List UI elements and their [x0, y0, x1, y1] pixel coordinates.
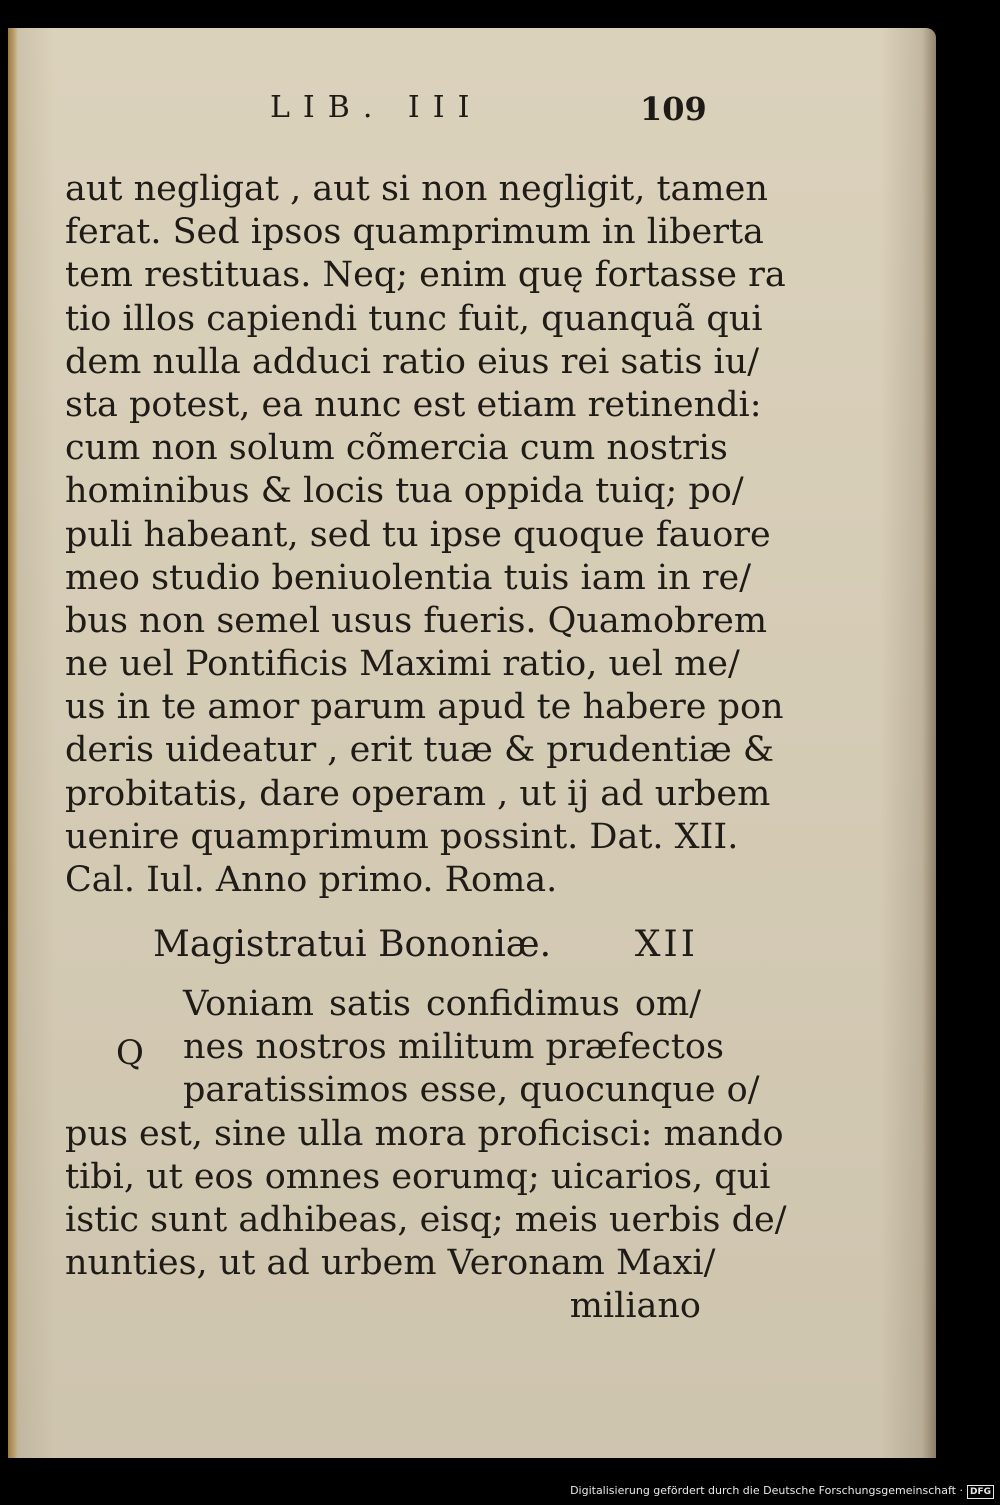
credit-text: Digitalisierung gefördert durch die Deutsche Forschungsgemeinschaft · [570, 1484, 963, 1497]
page-edge [922, 28, 936, 1458]
book-page [8, 28, 936, 1458]
letter-title: Magistratui Bononiæ. [153, 924, 552, 965]
body-text [65, 168, 786, 902]
text-line: tibi, ut eos omnes eorumq; uicarios, qui [65, 1156, 771, 1197]
text-line: ferat. Sed ipsos quamprimum in liberta [65, 212, 764, 253]
text-line: puli habeant, sed tu ipse quoque fauore [65, 514, 771, 555]
text-line: pus est, sine ulla mora proficisci: mando [65, 1113, 784, 1154]
running-head: LIB. III [270, 90, 483, 125]
text-line: aut negligat , aut si non negligit, tamen [65, 169, 768, 209]
text-line: deris uideatur , erit tuæ & prudentiæ & [65, 730, 775, 771]
text-line: tem restituas. Neq; enim quę fortasse ra [65, 255, 786, 296]
text-line: sta potest, ea nunc est etiam retinendi: [65, 384, 762, 425]
text-line: us in te amor parum apud te habere pon [65, 687, 784, 728]
text-line: bus non semel usus fueris. Quamobrem [65, 600, 768, 641]
text-line: istic sunt adhibeas, eisq; meis uerbis de/ [65, 1199, 787, 1240]
text-line: ne uel Pontificis Maximi ratio, uel me/ [65, 644, 740, 685]
text-line: Voniam satis confidimus om/ [183, 984, 701, 1024]
page-binding [8, 28, 18, 1458]
text-line: probitatis, dare operam , ut ij ad urbem [65, 773, 771, 814]
guide-initial: Q [116, 1033, 144, 1073]
letter-heading [153, 923, 698, 967]
text-line: nes nostros militum præfectos [183, 1027, 724, 1068]
letter-text [65, 983, 787, 1329]
letter-number: XII [634, 924, 698, 965]
dfg-logo: DFG [967, 1485, 994, 1499]
text-line: Cal. Iul. Anno primo. Roma. [65, 860, 558, 900]
text-line: cum non solum cõmercia cum nostris [65, 428, 728, 469]
page-header [8, 90, 936, 140]
text-line: paratissimos esse, quocunque o/ [183, 1070, 760, 1111]
catchword: miliano [569, 1286, 701, 1327]
page-number: 109 [640, 90, 707, 128]
text-line: nunties, ut ad urbem Veronam Maxi/ [65, 1243, 716, 1284]
text-line: dem nulla adduci ratio eius rei satis iu/ [65, 341, 760, 382]
text-line: meo studio beniuolentia tuis iam in re/ [65, 557, 751, 598]
text-line: uenire quamprimum possint. Dat. XII. [65, 816, 739, 857]
text-line: hominibus & locis tua oppida tuiq; po/ [65, 471, 744, 512]
text-line: tio illos capiendi tunc fuit, quanquã qui [65, 298, 763, 339]
digitization-credit [570, 1484, 994, 1499]
